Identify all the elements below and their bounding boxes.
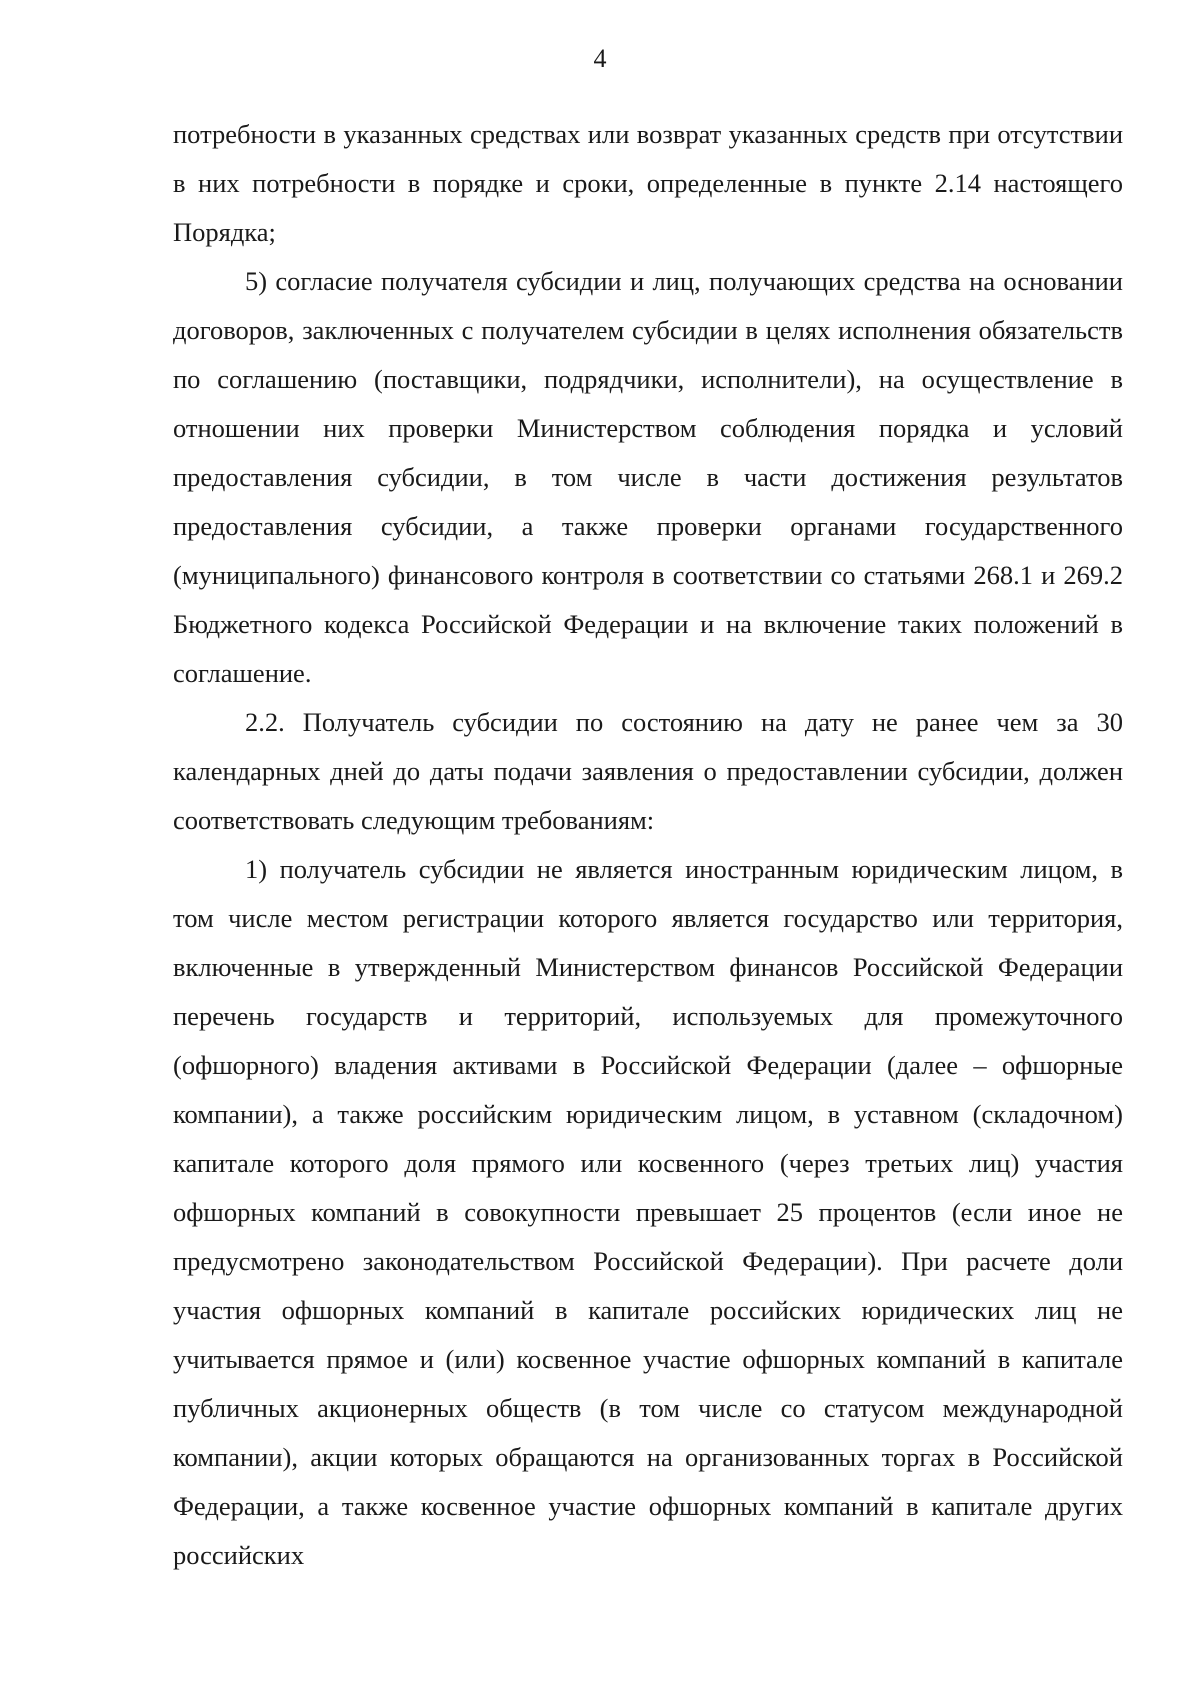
paragraph-clause-2-2: 2.2. Получатель субсидии по состоянию на дату не ранее чем за 30 календарных дней до даты подачи заявления о предоставлении субсидии, должен соответствовать следующим требованиям: — [173, 707, 1123, 835]
page-number: 4 — [593, 44, 607, 73]
paragraph-item-1: 1) получатель субсидии не является иностранным юридическим лицом, в том числе местом регистрации которого является государство или территория, включенные в утвержденный Министерством финансов Российской Федерации перечень государств и территорий, используемых для промежуточного (офшорного) владения активами в Российской Федерации (далее – офшорные компании), а также российским юридическим лицом, в уставном (складочном) капитале которого доля прямого или косвенного (через третьих лиц) участия офшорных компаний в совокупности превышает 25 процентов (если иное не предусмотрено законодательством Российской Федерации). При расчете доли участия офшорных компаний в капитале российских юридических лиц не учитывается прямое и (или) косвенное участие офшорных компаний в капитале публичных акционерных обществ (в том числе со статусом международной компании), акции которых обращаются на организованных торгах в Российской Федерации, а также косвенное участие офшорных компаний в капитале других российских — [173, 854, 1123, 1570]
paragraph-item-5: 5) согласие получателя субсидии и лиц, получающих средства на основании договоров, заключенных с получателем субсидии в целях исполнения обязательств по соглашению (поставщики, подрядчики, исполнители), на осуществление в отношении них проверки Министерством соблюдения порядка и условий предоставления субсидии, в том числе в части достижения результатов предоставления субсидии, а также проверки органами государственного (муниципального) финансового контроля в соответствии со статьями 268.1 и 269.2 Бюджетного кодекса Российской Федерации и на включение таких положений в соглашение. — [173, 266, 1123, 688]
document-body — [173, 110, 1123, 1580]
paragraph-continuation: потребности в указанных средствах или возврат указанных средств при отсутствии в них потребности в порядке и сроки, определенные в пункте 2.14 настоящего Порядка; — [173, 119, 1123, 247]
